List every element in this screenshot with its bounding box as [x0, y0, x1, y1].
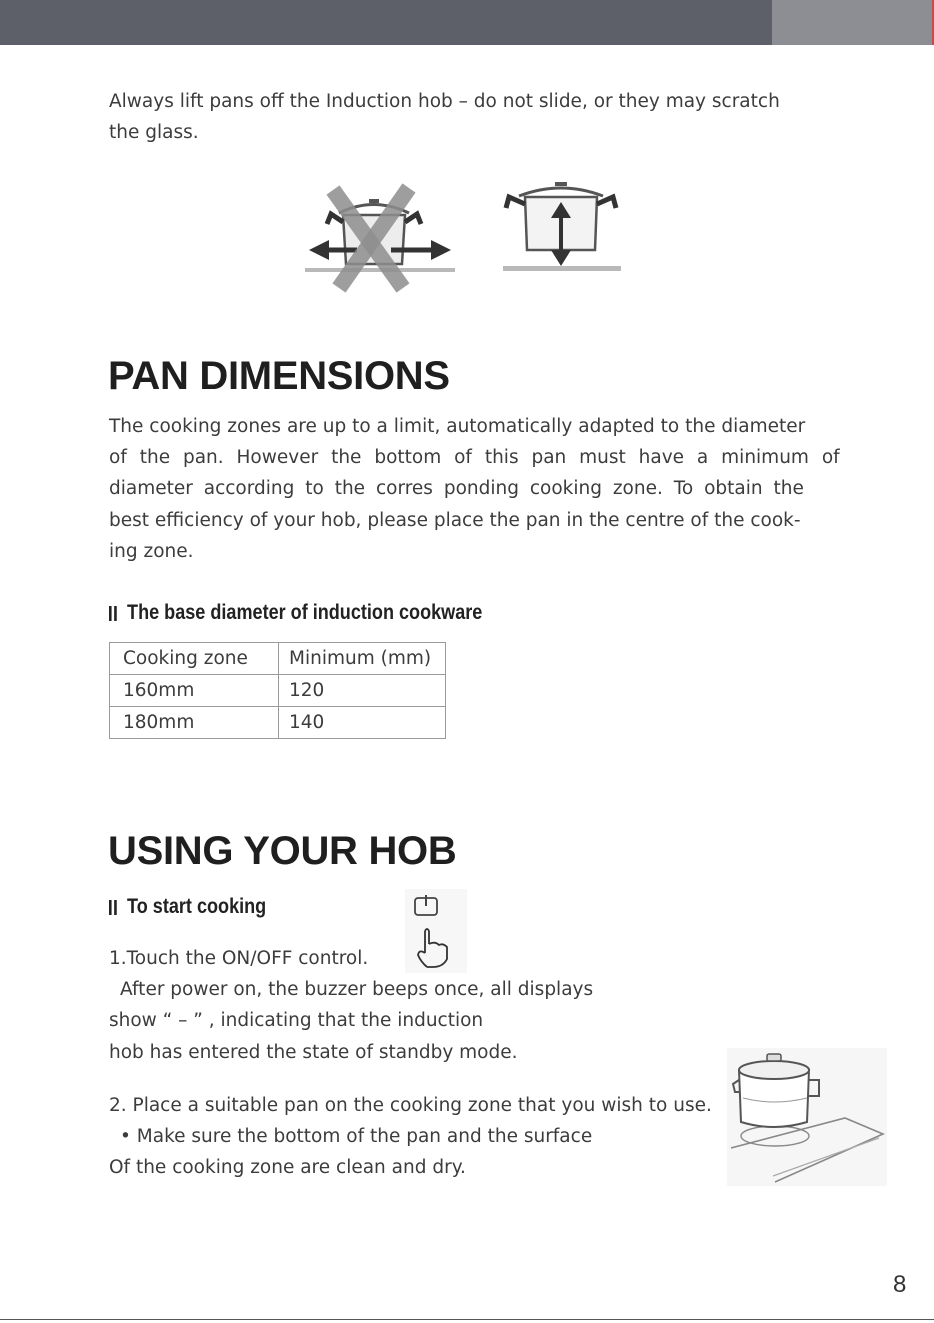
step-line: show “ – ” , indicating that the induction	[109, 1010, 484, 1032]
table-header-row	[110, 643, 446, 675]
pan-on-hob-illustration	[727, 1048, 887, 1186]
subheading-text: To start cooking	[127, 895, 267, 918]
step-line: After power on, the buzzer beeps once, all displays	[120, 979, 594, 1001]
using-hob-title: USING YOUR HOB	[108, 829, 457, 873]
pan-dimensions-body	[109, 411, 840, 567]
cookware-diameter-table	[109, 642, 446, 739]
table-row	[110, 675, 446, 707]
pan-dimensions-title: PAN DIMENSIONS	[108, 354, 450, 398]
base-diameter-subheading	[109, 601, 482, 625]
body-line: The cooking zones are up to a limit, automatically adapted to the diameter	[109, 416, 806, 437]
table-cell: 140	[279, 707, 446, 739]
step-line: hob has entered the state of standby mode.	[109, 1041, 518, 1063]
body-line: of the pan. However the bottom of this pan must have a minimum of	[109, 447, 840, 469]
body-line: best efficiency of your hob, please place the pan in the centre of the cook-	[109, 509, 801, 531]
body-line: diameter according to the corres ponding cooking zone. To obtain the	[109, 478, 804, 500]
step-line: • Make sure the bottom of the pan and the surface	[120, 1126, 593, 1148]
intro-line: the glass.	[109, 122, 199, 144]
lift-pan-illustration	[305, 180, 630, 295]
table-cell: 160mm	[110, 675, 279, 707]
sliding-pan-icon	[305, 188, 455, 288]
section-marker-icon	[109, 900, 117, 915]
table-cell: 120	[279, 675, 446, 707]
subheading-text: The base diameter of induction cookware	[127, 601, 483, 624]
page-number: 8	[893, 1271, 907, 1298]
start-cooking-subheading	[109, 895, 266, 919]
header-bar	[0, 0, 772, 45]
column-header: Cooking zone	[110, 643, 279, 675]
column-header: Minimum (mm)	[279, 643, 446, 675]
step-line: 2. Place a suitable pan on the cooking zone that you wish to use.	[109, 1095, 712, 1116]
intro-line: Always lift pans off the Induction hob – do not slide, or they may scratch	[109, 91, 780, 112]
intro-paragraph	[109, 86, 812, 148]
lifted-pan-icon	[503, 182, 621, 271]
header-tab	[772, 0, 932, 45]
table-cell: 180mm	[110, 707, 279, 739]
step2-text	[109, 1090, 812, 1184]
footer-rule	[0, 1319, 934, 1320]
step-line: 1.Touch the ON/OFF control.	[109, 948, 369, 969]
step1-text	[109, 943, 812, 1068]
table-row	[110, 707, 446, 739]
section-marker-icon	[109, 606, 117, 621]
body-line: ing zone.	[109, 540, 194, 562]
step-line: Of the cooking zone are clean and dry.	[109, 1157, 466, 1179]
